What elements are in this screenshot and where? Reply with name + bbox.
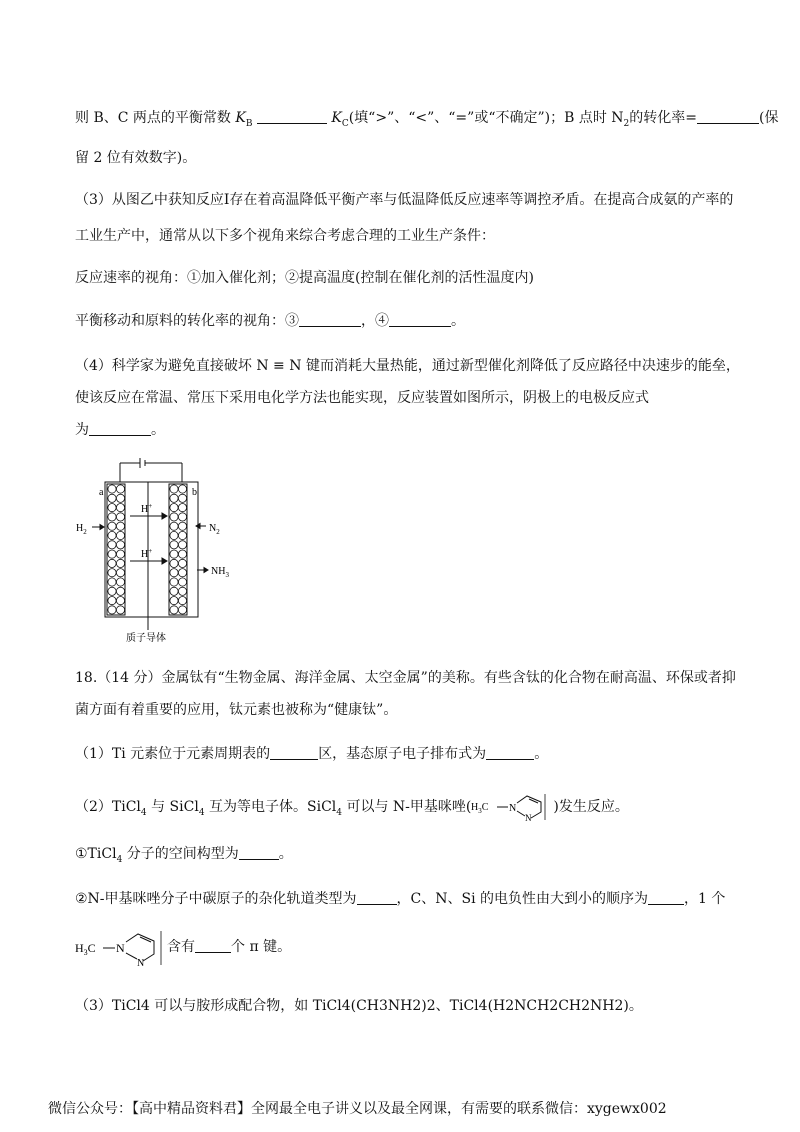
electrode-particle	[108, 513, 116, 521]
electrode-particle	[178, 504, 186, 512]
electrode-particle	[116, 485, 124, 493]
electrode-particle	[108, 550, 116, 558]
answer-blank[interactable]	[697, 109, 759, 124]
question-18-line-1: 18.（14 分）金属钛有“生物金属、海洋金属、太空金属”的美称。有些含钛的化合物在耐高温、环保或者抑	[75, 670, 736, 686]
electrode-b-particles	[170, 485, 187, 614]
electrode-particle	[170, 494, 178, 502]
n-methylimidazole-structure	[471, 792, 553, 822]
question-18-part-1	[75, 744, 548, 764]
n-atom: N	[116, 941, 125, 955]
text: ，1 个	[684, 891, 726, 907]
electrode-particle	[108, 606, 116, 614]
answer-blank[interactable]	[257, 109, 327, 124]
electrode-particle	[178, 587, 186, 595]
electrode-particle	[116, 504, 124, 512]
electrode-particle	[178, 550, 186, 558]
text: 。	[151, 422, 165, 438]
electrode-particle	[108, 504, 116, 512]
proton-label: H+	[141, 502, 153, 515]
subscript: 4	[198, 807, 205, 818]
electrode-particle	[170, 597, 178, 605]
text: 。	[278, 846, 293, 862]
question-line-9	[75, 420, 165, 440]
question-line-2: 留 2 位有效数字)。	[75, 150, 197, 166]
electrode-particle	[170, 531, 178, 539]
electrode-particle	[178, 578, 186, 586]
electrode-particle	[178, 485, 186, 493]
label-b: b	[192, 487, 197, 498]
electrode-particle	[178, 522, 186, 530]
label-a: a	[99, 487, 104, 498]
answer-blank[interactable]	[89, 421, 151, 436]
text: 。	[451, 313, 465, 329]
electrode-particle	[116, 606, 124, 614]
text: 。	[534, 746, 549, 762]
answer-blank[interactable]	[486, 745, 534, 760]
h3c-label: $H_3C$	[75, 941, 96, 957]
question-line-1	[75, 108, 778, 128]
question-18-part-2	[75, 792, 629, 822]
electrode-a-particles	[108, 485, 125, 614]
question-18-line-2: 菌方面有着重要的应用，钛元素也被称为“健康钛”。	[75, 702, 398, 718]
electrolysis-cell-diagram	[70, 455, 260, 645]
electrode-particle	[116, 513, 124, 521]
text: 区，基态原子电子排布式为	[318, 746, 487, 762]
text: 含有	[167, 939, 195, 955]
electrode-particle	[116, 578, 124, 586]
subscript: 4	[116, 854, 123, 865]
electrode-particle	[116, 531, 124, 539]
electrode-particle	[178, 597, 186, 605]
text: ，C、N、Si 的电负性由大到小的顺序为	[396, 891, 649, 907]
electrode-particle	[108, 541, 116, 549]
electrode-particle	[170, 485, 178, 493]
text: 为	[75, 422, 89, 438]
text: （1）Ti 元素位于元素周期表的	[75, 746, 271, 762]
electrode-particle	[116, 541, 124, 549]
answer-blank[interactable]	[299, 312, 361, 327]
text: ，④	[361, 313, 389, 329]
n2-label: $N_2$	[209, 523, 220, 536]
electrode-particle	[116, 522, 124, 530]
question-18-part-3: （3）TiCl4 可以与胺形成配合物，如 TiCl4(CH3NH2)2、TiCl4(H2NCH2CH2NH2)。	[75, 998, 643, 1014]
text: ①TiCl	[75, 846, 117, 862]
electrode-particle	[178, 559, 186, 567]
electrode-particle	[178, 531, 186, 539]
electrode-particle	[178, 494, 186, 502]
electrode-particle	[170, 513, 178, 521]
electrode-particle	[108, 494, 116, 502]
electrode-particle	[108, 531, 116, 539]
text: (填“>”、“<”、“=”或“不确定”)；B 点时 N	[348, 110, 624, 126]
k-symbol: K	[235, 110, 246, 126]
electrode-particle	[116, 559, 124, 567]
subscript: 4	[140, 807, 147, 818]
question-line-6	[75, 311, 465, 331]
answer-blank[interactable]	[239, 845, 279, 860]
electrode-particle	[178, 513, 186, 521]
text: 互为等电子体。SiCl	[204, 799, 337, 815]
text: )发生反应。	[553, 799, 629, 815]
question-18-part-2-2-cont	[75, 927, 291, 967]
question-line-8: 使该反应在常温、常压下采用电化学方法也能实现，反应装置如图所示，阴极上的电极反应式	[75, 390, 649, 406]
electrode-particle	[116, 550, 124, 558]
text: 平衡移动和原料的转化率的视角：③	[75, 313, 299, 329]
electrode-particle	[116, 597, 124, 605]
text: 分子的空间构型为	[122, 846, 239, 862]
question-line-5: 反应速率的视角：①加入催化剂；②提高温度(控制在催化剂的活性温度内)	[75, 270, 534, 286]
subscript: 4	[336, 807, 343, 818]
electrode-particle	[108, 522, 116, 530]
text: 个 π 键。	[231, 939, 292, 955]
answer-blank[interactable]	[648, 890, 684, 905]
question-line-4: 工业生产中，通常从以下多个视角来综合考虑合理的工业生产条件：	[75, 228, 495, 244]
electrode-particle	[170, 606, 178, 614]
electrode-particle	[178, 569, 186, 577]
question-line-7: （4）科学家为避免直接破坏 N ≡ N 键而消耗大量热能，通过新型催化剂降低了反应路径中决速步的能垒，	[75, 358, 740, 374]
electrode-particle	[170, 559, 178, 567]
subscript-2: 2	[623, 118, 630, 129]
electrode-particle	[108, 485, 116, 493]
electrode-particle	[170, 578, 178, 586]
answer-blank[interactable]	[357, 890, 397, 905]
n-atom: N	[137, 958, 145, 967]
electrode-particle	[108, 569, 116, 577]
h2-label: $H_2$	[76, 523, 87, 536]
caption: 质子导体	[126, 633, 166, 644]
n-atom: N	[509, 803, 517, 814]
text: （2）TiCl	[75, 799, 141, 815]
text: 可以与 N-甲基咪唑(	[342, 799, 472, 815]
electrode-particle	[170, 550, 178, 558]
h3c-label: $H_3C$	[471, 802, 489, 815]
electrode-particle	[116, 494, 124, 502]
n-methylimidazole-structure	[75, 927, 167, 967]
proton-label: H+	[141, 547, 153, 560]
answer-blank[interactable]	[270, 745, 318, 760]
electrode-particle	[108, 597, 116, 605]
text: 与 SiCl	[146, 799, 199, 815]
question-18-part-2-1	[75, 844, 293, 864]
electrode-particle	[170, 569, 178, 577]
text: 则 B、C 两点的平衡常数	[75, 110, 236, 126]
electrode-particle	[116, 569, 124, 577]
electrode-particle	[170, 522, 178, 530]
text: (保	[759, 110, 779, 126]
question-18-part-2-2	[75, 889, 725, 909]
answer-blank[interactable]	[195, 938, 231, 953]
subscript-c: C	[341, 118, 349, 129]
electrode-particle	[170, 504, 178, 512]
n-atom: N	[525, 813, 532, 822]
electrode-particle	[108, 559, 116, 567]
text: 的转化率=	[629, 110, 697, 126]
answer-blank[interactable]	[389, 312, 451, 327]
electrode-particle	[108, 578, 116, 586]
electrode-particle	[170, 587, 178, 595]
electrode-particle	[108, 587, 116, 595]
k-symbol: K	[331, 110, 342, 126]
question-line-3: （3）从图乙中获知反应I存在着高温降低平衡产率与低温降低反应速率等调控矛盾。在提高合成氨的产率的	[75, 192, 734, 208]
subscript-b: B	[245, 118, 253, 129]
electrode-particle	[116, 587, 124, 595]
footer-notice: 微信公众号：【高中精品资料君】全网最全电子讲义以及最全网课，有需要的联系微信：xygewx002	[48, 1101, 667, 1117]
nh3-label: $NH_3$	[211, 566, 229, 579]
text: ②N-甲基咪唑分子中碳原子的杂化轨道类型为	[75, 891, 357, 907]
electrode-particle	[178, 606, 186, 614]
electrode-particle	[178, 541, 186, 549]
electrode-particle	[170, 541, 178, 549]
